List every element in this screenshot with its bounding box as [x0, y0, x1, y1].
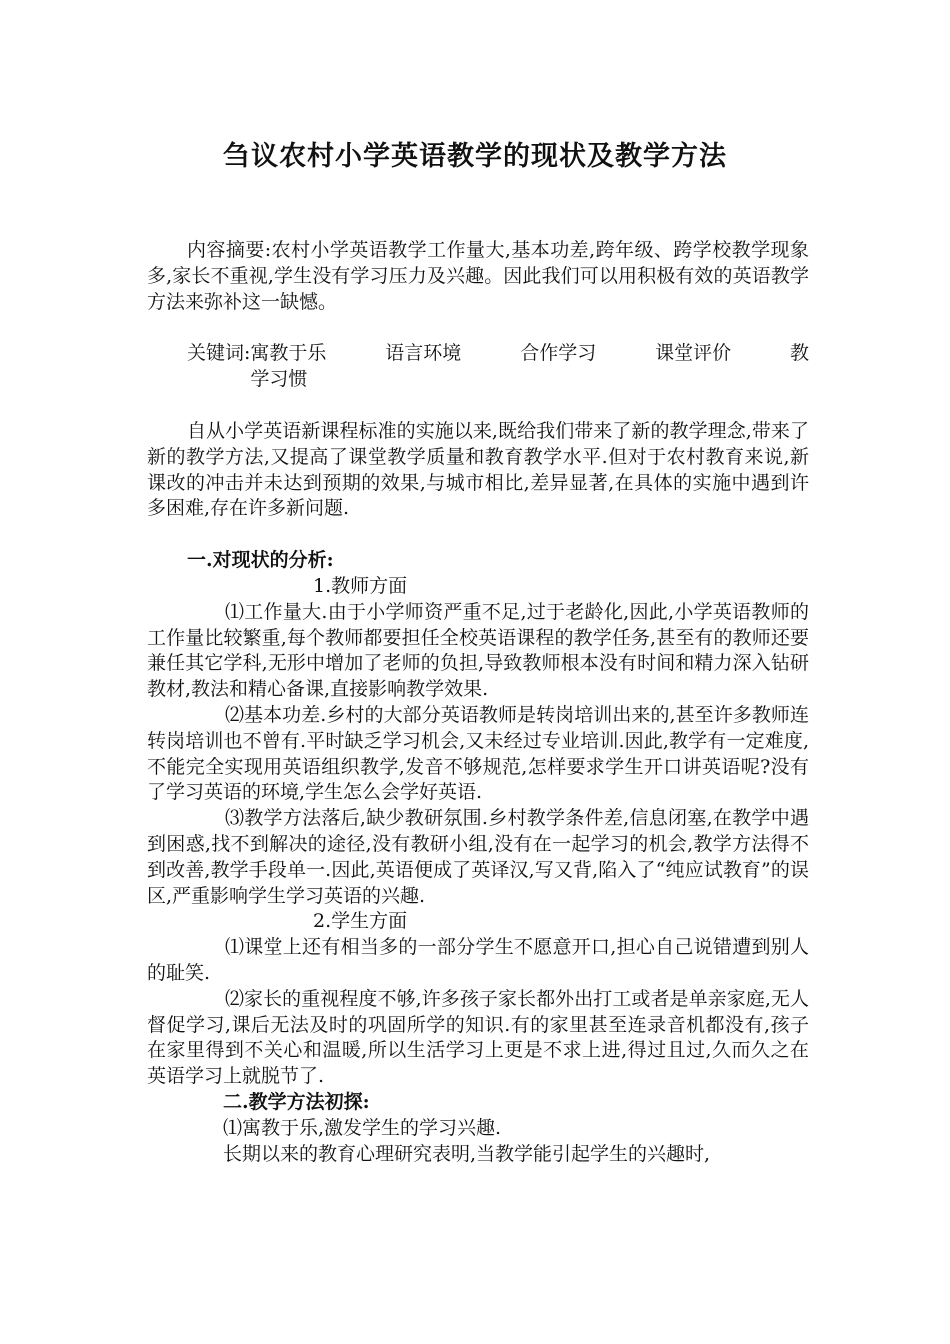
body-paragraph: 长期以来的教育心理研究表明,当教学能引起学生的兴趣时, [223, 1142, 711, 1165]
document-body [147, 238, 809, 1167]
body-paragraph: ⑵基本功差.乡村的大部分英语教师是转岗培训出来的,甚至许多教师连转岗培训也不曾有.平时缺乏学习机会,又未经过专业培训.因此,教学有一定难度,不能完全实现用英语组织教学,发音不够规范,怎样要求学生开口讲英语呢?没有了学习英语的环境,学生怎么会学好英语. [147, 703, 809, 804]
body-paragraph: ⑶教学方法落后,缺少教研氛围.乡村教学条件差,信息闭塞,在教学中遇到困惑,找不到解决的途径,没有教研小组,没有在一起学习的机会,教学方法得不到改善,教学手段单一.因此,英语便成了英译汉,写又背,陷入了“纯应试教育”的误区,严重影响学生学习英语的兴趣. [147, 807, 809, 907]
body-paragraph: ⑴工作量大.由于小学师资严重不足,过于老龄化,因此,小学英语教师的工作量比较繁重,每个教师都要担任全校英语课程的教学任务,甚至有的教师还要兼任其它学科,无形中增加了老师的负担,导致教师根本没有时间和精力深入钻研教材,教法和精心备课,直接影响教学效果. [147, 600, 809, 701]
section-heading: 二.教学方法初探: [223, 1090, 370, 1113]
keywords-list [250, 341, 809, 393]
keywords-line [147, 341, 809, 393]
subsection-heading: 2.学生方面 [313, 910, 408, 933]
body-paragraph: ⑴课堂上还有相当多的一部分学生不愿意开口,担心自己说错遭到别人的耻笑. [147, 936, 809, 984]
keyword-item: 合作学习 [520, 342, 597, 365]
body-paragraph: ⑴寓教于乐,激发学生的学习兴趣. [223, 1116, 502, 1139]
section-heading: 一.对现状的分析: [187, 549, 334, 572]
keyword-item: 寓教于乐 [250, 342, 327, 365]
intro-paragraph: 自从小学英语新课程标准的实施以来,既给我们带来了新的教学理念,带来了新的教学方法,又提高了课堂教学质量和教育教学水平.但对于农村教育来说,新课改的冲击并未达到预期的效果,与城市相比,差异显著,在具体的实施中遇到许多困难,存在许多新问题. [147, 419, 809, 520]
keyword-item: 教 [789, 342, 809, 365]
keywords-label: 关键词: [187, 342, 251, 365]
abstract-paragraph: 内容摘要:农村小学英语教学工作量大,基本功差,跨年级、跨学校教学现象多,家长不重视,学生没有学习压力及兴趣。因此我们可以用积极有效的英语教学方法来弥补这一缺憾。 [147, 239, 809, 313]
keyword-item: 语言环境 [385, 342, 462, 365]
body-paragraph: ⑵家长的重视程度不够,许多孩子家长都外出打工或者是单亲家庭,无人督促学习,课后无法及时的巩固所学的知识.有的家里甚至连录音机都没有,孩子在家里得到不关心和温暖,所以生活学习上更是不求上进,得过且过,久而久之在英语学习上就脱节了. [147, 987, 809, 1088]
keyword-item: 学习惯 [250, 368, 308, 391]
document-title: 刍议农村小学英语教学的现状及教学方法 [223, 141, 727, 172]
keyword-item: 课堂评价 [655, 342, 732, 365]
subsection-heading: 1.教师方面 [313, 574, 408, 597]
